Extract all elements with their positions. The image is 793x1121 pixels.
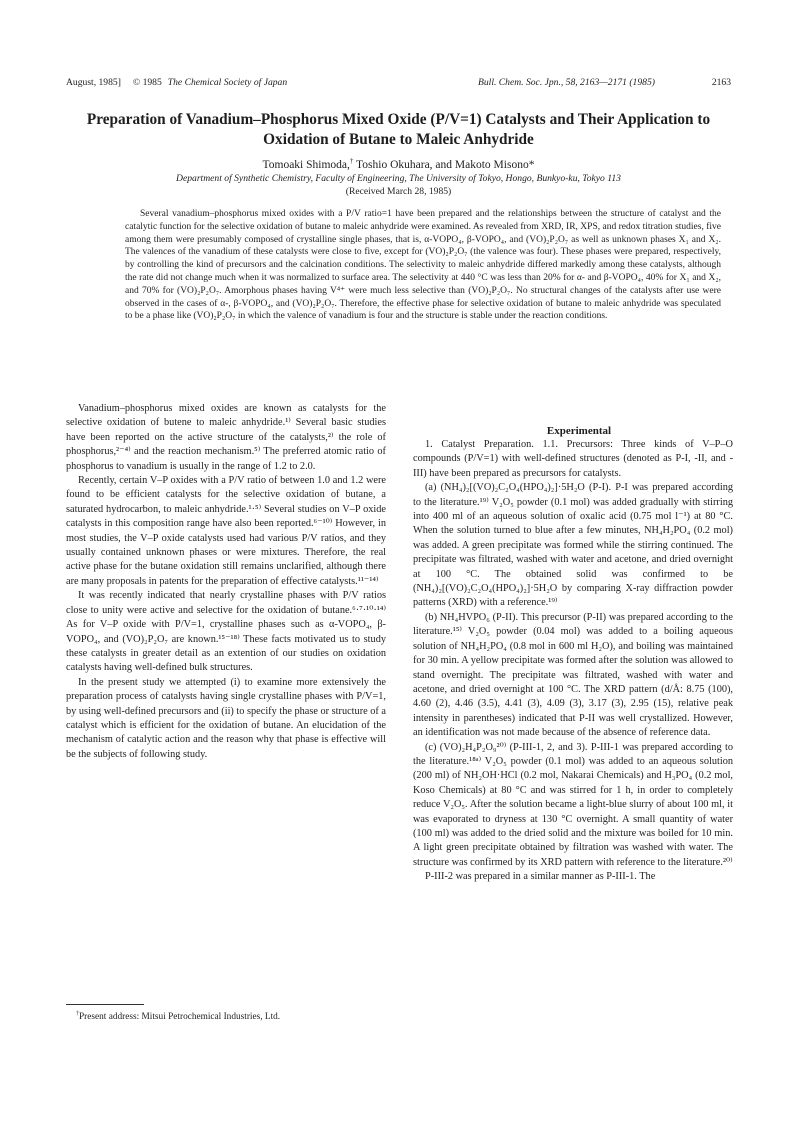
header-left bbox=[66, 76, 287, 90]
footnote bbox=[76, 1008, 386, 1023]
affiliation: Department of Synthetic Chemistry, Faculty of Engineering, The University of Tokyo, Hongo, Bunkyo-ku, Tokyo 113 bbox=[176, 173, 621, 184]
header-society: The Chemical Society of Japan bbox=[167, 77, 288, 88]
right-column bbox=[413, 424, 733, 885]
left-column bbox=[66, 402, 386, 762]
experimental-paragraph: (b) NH₄HVPO₆ (P-II). This precursor (P-II) was prepared according to the literature.¹⁵⁾ V₂O₅ powder (0.04 mol) was added to a boiling aqueous solution of NH₄H₂PO₄ (0.8 mol in 600 ml H₂O), and boiling was maintained for 30 min. A yellow precipitate was formed after the solution was allowed to stand overnight. The precipitate was filtrated, washed with water and acetone, and dried overnight at 100 °C. The XRD pattern (d/Å: 8.75 (100), 4.60 (2), 4.46 (3.5), 4.41 (3), 4.09 (3), 3.17 (3), 2.95 (15), relative peak intensity in parentheses) indicated that P-II was well crystallized. However, an identification was not made because of the absence of reference data. bbox=[413, 611, 733, 739]
running-header bbox=[66, 76, 731, 90]
author-first: Tomoaki Shimoda, bbox=[262, 158, 350, 171]
article-title: Preparation of Vanadium–Phosphorus Mixed Oxide (P/V=1) Catalysts and Their Application to Oxidation of Butane to Maleic Anhydride bbox=[86, 111, 711, 148]
author-rest: Toshio Okuhara, and Makoto Misono* bbox=[353, 158, 535, 171]
experimental-paragraph: P-III-2 was prepared in a similar manner as P-III-1. The bbox=[425, 871, 656, 883]
experimental-paragraph: 1. Catalyst Preparation. 1.1. Precursors: Three kinds of V–P–O compounds (P/V=1) with well-defined structures (denoted as P-I, -II, and -III) have been prepared as precursors for catalysts. bbox=[413, 439, 733, 479]
received-date: (Received March 28, 1985) bbox=[345, 186, 452, 197]
header-journal: Bull. Chem. Soc. Jpn., 58, 2163—2171 (1985) bbox=[478, 77, 655, 88]
abstract: Several vanadium–phosphorus mixed oxides with a P/V ratio=1 have been prepared and the relationships between the structure of catalyst and the catalytic function for the selective oxidation of butane to maleic anhydride were examined. As revealed from XRD, IR, XPS, and redox titration studies, five among them were presumably composed of crystalline single phases, that is, α-VOPO₄, β-VOPO₄, and (VO)₂P₂O₇ as well as unknown phases X₁ and X₂. The valences of the vanadium of these catalysts were close to five, except for (VO)₂P₂O₇ (the valence was four). These phases were prepared, respectively, by controlling the kind of precursors and the calcination conditions. The selectivity to maleic anhydride differed markedly among these catalysts, although the rate did not change much when it was normalized to surface area. The selectivity at 440 °C was less than 20% for α- and β-VOPO₄, 40% for X₁ and X₂, and 70% for (VO)₂P₂O₇. Amorphous phases having V⁴⁺ were much less selective than (VO)₂P₂O₇. No structural changes of the catalysts after use were observed in the cases of α-, β-VOPO₄, and (VO)₂P₂O₇. Therefore, the effective phase for selective oxidation of butane to maleic anhydride was speculated to be a phase like (VO)₂P₂O₇ in which the valence of vanadium is four and the structure is stable under the reaction conditions. bbox=[125, 209, 721, 322]
experimental-paragraph: (c) (VO)₂H₄P₂O₉²⁰⁾ (P-III-1, 2, and 3). P-III-1 was prepared according to the literature.¹⁸ᵃ⁾ V₂O₅ powder (0.1 mol) was added to an aqueous solution (200 ml) of NH₂OH·HCl (0.2 mol, Nakarai Chemicals) and H₃PO₄ (0.2 mol, Koso Chemicals) at 80 °C and was stirred for 1 h, in order to completely reduce V₂O₅. After the solution became a light-blue slurry of about 100 ml, it was evaporated to dryness at 130 °C overnight. A small quantity of water (100 ml) was added to the dried solid and the mixture was boiled for 10 min. A light green precipitate obtained by filtration was washed with water. The structure was confirmed by its XRD pattern with reference to the literature.²⁰⁾ bbox=[413, 741, 733, 868]
header-date: August, 1985] bbox=[66, 77, 121, 88]
intro-paragraph: In the present study we attempted (i) to examine more extensively the preparation process of catalysts having single crystalline phases with P/V=1, by using well-defined precursors and (ii) to specify the phase or structure of a catalyst which is efficient for the oxidation of butane. An elucidation of the mechanism of catalytic action and the reason why that phase is effective will be the subjects of following study. bbox=[66, 676, 386, 760]
experimental-heading: Experimental bbox=[546, 425, 612, 437]
footnote-text: Present address: Mitsui Petrochemical Industries, Ltd. bbox=[79, 1012, 281, 1023]
intro-paragraph: Recently, certain V–P oxides with a P/V ratio of between 1.0 and 1.2 were found to be efficient catalysts for the selective oxidation of butane, a saturated hydrocarbon, to maleic anhydride.¹·⁵⁾ Several studies on V–P oxide catalysts in this composition range have also been reported.⁶⁻¹⁰⁾ However, in most studies, the V–P oxide catalysts used had various P/V ratios, and they usually contained unknown phases or were mixtures. Therefore, the real active phase for the butane oxidation still remains unclarified, although there are many proposals in patents for the preparation of effective catalysts.¹¹⁻¹⁴⁾ bbox=[66, 475, 386, 587]
header-page-number: 2163 bbox=[711, 77, 731, 88]
footnote-divider bbox=[66, 1004, 144, 1005]
footnote-mark: † bbox=[76, 1011, 79, 1017]
header-copyright: © 1985 bbox=[132, 77, 162, 88]
author-footnote-mark: † bbox=[349, 157, 354, 165]
intro-paragraph: Vanadium–phosphorus mixed oxides are known as catalysts for the selective oxidation of butene to maleic anhydride.¹⁾ Several basic studies have been reported on the active structure of the catalysts,²⁾ the role of phosphorus,²⁻⁴⁾ and the reaction mechanism.⁵⁾ The preferred atomic ratio of phosphorus to vanadium is usually in the range of 1.2 to 2.0. bbox=[66, 403, 386, 472]
experimental-paragraph: (a) (NH₄)₂[(VO)₂C₂O₄(HPO₄)₂]·5H₂O (P-I). P-I was prepared according to the literature.¹⁹⁾ V₂O₅ powder (0.1 mol) was added gradually with stirring into 400 ml of an aqueous solution of oxalic acid (0.75 mol l⁻¹) at 80 °C. When the solution turned to blue after a few minutes, NH₄H₂PO₄ (0.2 mol) was added. A green precipitate was formed while the stirring continued. The precipitate was filtrated, washed with water and acetone, and dried overnight at 100 °C. The obtained solid was confirmed to be (NH₄)₂[(VO)₂C₂O₄(HPO₄)₂]·5H₂O by comparing X-ray diffraction powder patterns (XRD) with a reference.¹⁹⁾ bbox=[413, 482, 733, 609]
intro-paragraph: It was recently indicated that nearly crystalline phases with P/V ratios close to unity were active and selective for the oxidation of butane.⁶·⁷·¹⁰·¹⁴⁾ As for V–P oxide with P/V=1, crystalline phases such as α-VOPO₄, β-VOPO₄, and (VO)₂P₂O₇ are known.¹⁵⁻¹⁸⁾ These facts motivated us to study these catalysts in greater detail as an extention of our studies on oxidation catalysts having well-defined bulk structures. bbox=[66, 590, 386, 674]
author-line bbox=[66, 153, 731, 173]
